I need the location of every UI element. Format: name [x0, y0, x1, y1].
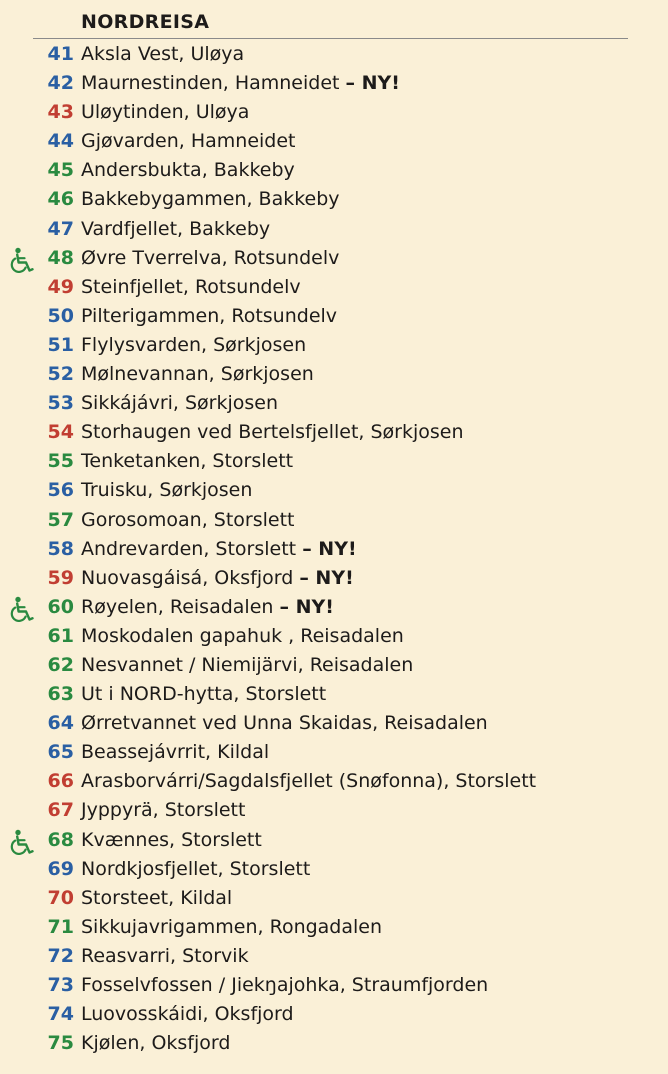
wheelchair-icon — [10, 829, 38, 855]
list-item — [0, 796, 668, 825]
trip-name-text: Ut i NORD-hytta, Storslett — [81, 683, 327, 706]
trip-name — [81, 418, 464, 447]
trip-name-text: Moskodalen gapahuk , Reisadalen — [81, 624, 404, 647]
trip-number: 75 — [47, 1032, 74, 1055]
list-item — [0, 389, 668, 418]
trip-name-text: Beassejávrrit, Kildal — [81, 741, 270, 764]
trip-number: 49 — [47, 275, 74, 298]
trip-name-text: Fosselvfossen / Jiekŋajohka, Straumfjorden — [81, 974, 489, 996]
trip-name — [81, 476, 252, 505]
trip-number: 45 — [47, 159, 74, 182]
list-item — [0, 971, 668, 1000]
trip-number: 56 — [47, 479, 74, 502]
trip-name — [81, 506, 295, 535]
trip-name-text: Ørretvannet ved Unna Skaidas, Reisadalen — [81, 712, 488, 735]
list-item — [0, 506, 668, 535]
trip-name-text: Andersbukta, Bakkeby — [81, 159, 295, 182]
list-item — [0, 1000, 668, 1029]
list-item — [0, 767, 668, 796]
trip-name-text: Nuovasgáisá, Oksfjord — [81, 566, 294, 589]
trip-name — [81, 593, 334, 622]
trip-name — [81, 651, 413, 680]
list-item — [0, 331, 668, 360]
trip-name — [81, 331, 306, 360]
list-item — [0, 215, 668, 244]
trip-name-text: Aksla Vest, Uløya — [81, 43, 245, 65]
list-item — [0, 476, 668, 505]
new-badge: – NY! — [302, 537, 357, 560]
trip-number: 65 — [47, 741, 74, 764]
trip-name — [81, 709, 488, 738]
trip-name — [81, 971, 488, 1000]
trip-name — [81, 98, 249, 127]
list-item — [0, 738, 668, 767]
trip-number: 60 — [47, 595, 74, 618]
trip-number: 66 — [47, 770, 74, 793]
list-item — [0, 40, 668, 69]
trip-name — [81, 360, 314, 389]
trip-name-text: Reasvarri, Storvik — [81, 944, 249, 967]
trip-number: 63 — [47, 683, 74, 706]
list-item — [0, 273, 668, 302]
trip-name — [81, 185, 340, 214]
trip-name-text: Flylysvarden, Sørkjosen — [81, 333, 307, 356]
trip-number: 55 — [47, 450, 74, 473]
new-badge: – NY! — [345, 72, 400, 95]
trip-number: 59 — [47, 566, 74, 589]
trip-name — [81, 1000, 294, 1029]
trip-name-text: Gjøvarden, Hamneidet — [81, 130, 296, 153]
new-badge: – NY! — [299, 566, 354, 589]
trip-name — [81, 622, 404, 651]
list-item — [0, 360, 668, 389]
trip-name-text: Bakkebygammen, Bakkeby — [81, 188, 340, 211]
trip-number: 73 — [47, 974, 74, 996]
trip-name — [81, 767, 536, 796]
trip-name-text: Storhaugen ved Bertelsfjellet, Sørkjosen — [81, 421, 464, 444]
trip-number: 74 — [47, 1003, 74, 1026]
trip-name-text: Øvre Tverrelva, Rotsundelv — [81, 246, 340, 269]
trip-name — [81, 738, 269, 767]
trip-name — [81, 680, 326, 709]
trip-name — [81, 1029, 230, 1058]
list-item — [0, 127, 668, 156]
trip-name-text: Pilterigammen, Rotsundelv — [81, 304, 338, 327]
list-item — [0, 622, 668, 651]
trip-number: 44 — [47, 130, 74, 153]
list-item — [0, 942, 668, 971]
trip-name — [81, 69, 400, 98]
trip-name — [81, 564, 354, 593]
list-item — [0, 593, 668, 622]
list-item — [0, 244, 668, 273]
list-item — [0, 709, 668, 738]
trip-number: 64 — [47, 712, 74, 735]
trip-name — [81, 913, 382, 942]
list-item — [0, 185, 668, 214]
trip-name — [81, 244, 339, 273]
trip-name — [81, 273, 301, 302]
new-badge: – NY! — [279, 595, 334, 618]
trip-number: 53 — [47, 392, 74, 415]
trip-number: 62 — [47, 653, 74, 676]
trip-number: 57 — [47, 508, 74, 531]
list-item — [0, 564, 668, 593]
list-item — [0, 884, 668, 913]
list-item — [0, 98, 668, 127]
list-item — [0, 826, 668, 855]
trip-name-text: Tenketanken, Storslett — [81, 450, 294, 473]
list-item — [0, 69, 668, 98]
trip-name-text: Andrevarden, Storslett — [81, 537, 297, 560]
trip-number: 69 — [47, 857, 74, 880]
trip-name — [81, 855, 310, 884]
trip-number: 42 — [47, 72, 74, 95]
list-item — [0, 855, 668, 884]
trip-name-text: Mølnevannan, Sørkjosen — [81, 363, 314, 386]
trip-number: 72 — [47, 944, 74, 967]
trip-name-text: Nordkjosfjellet, Storslett — [81, 857, 311, 880]
list-item — [0, 447, 668, 476]
trip-number: 71 — [47, 915, 74, 938]
trip-name-text: Nesvannet / Niemijärvi, Reisadalen — [81, 653, 414, 676]
trip-name — [81, 942, 249, 971]
trip-name-text: Truisku, Sørkjosen — [81, 479, 253, 502]
trip-name — [81, 535, 357, 564]
trip-number: 61 — [47, 624, 74, 647]
trip-name-text: Arasborvárri/Sagdalsfjellet (Snøfonna), Storslett — [81, 770, 537, 793]
trip-number: 70 — [47, 886, 74, 909]
trip-number: 51 — [47, 333, 74, 356]
trip-name-text: Jyppyrä, Storslett — [81, 799, 246, 822]
trip-name-text: Vardfjellet, Bakkeby — [81, 217, 271, 240]
trip-name — [81, 389, 278, 418]
trip-list — [0, 40, 668, 1058]
trip-number: 52 — [47, 363, 74, 386]
trip-name-text: Storsteet, Kildal — [81, 886, 233, 909]
trip-name-text: Steinfjellet, Rotsundelv — [81, 275, 301, 298]
list-item — [0, 913, 668, 942]
trip-name — [81, 156, 295, 185]
trip-number: 41 — [47, 43, 74, 65]
trip-name — [81, 826, 262, 855]
trip-number: 47 — [47, 217, 74, 240]
trip-number: 48 — [47, 246, 74, 269]
trip-name-text: Røyelen, Reisadalen — [81, 595, 274, 618]
wheelchair-icon — [10, 247, 38, 273]
trip-name-text: Luovosskáidi, Oksfjord — [81, 1003, 294, 1026]
trip-number: 67 — [47, 799, 74, 822]
trip-number: 58 — [47, 537, 74, 560]
trip-number: 46 — [47, 188, 74, 211]
list-item — [0, 680, 668, 709]
trip-name-text: Kjølen, Oksfjord — [81, 1032, 231, 1055]
trip-name-text: Gorosomoan, Storslett — [81, 508, 295, 531]
trip-name — [81, 796, 245, 825]
trip-name — [81, 215, 270, 244]
trip-name-text: Kvænnes, Storslett — [81, 828, 262, 851]
list-item — [0, 535, 668, 564]
trip-number: 43 — [47, 101, 74, 124]
trip-name — [81, 884, 232, 913]
wheelchair-icon — [10, 596, 38, 622]
trip-number: 68 — [47, 828, 74, 851]
list-item — [0, 651, 668, 680]
trip-name — [81, 302, 337, 331]
trip-name-text: Uløytinden, Uløya — [81, 101, 250, 124]
trip-name-text: Sikkájávri, Sørkjosen — [81, 392, 279, 415]
section-heading: NORDREISA — [81, 11, 210, 33]
trip-number: 54 — [47, 421, 74, 444]
trip-number: 50 — [47, 304, 74, 327]
trip-name-text: Sikkujavrigammen, Rongadalen — [81, 915, 383, 938]
heading-divider — [33, 38, 628, 39]
trip-name — [81, 447, 293, 476]
trip-name — [81, 40, 244, 69]
list-item — [0, 1029, 668, 1058]
list-item — [0, 418, 668, 447]
list-item — [0, 302, 668, 331]
list-item — [0, 156, 668, 185]
trip-name-text: Maurnestinden, Hamneidet — [81, 72, 340, 95]
trip-name — [81, 127, 296, 156]
